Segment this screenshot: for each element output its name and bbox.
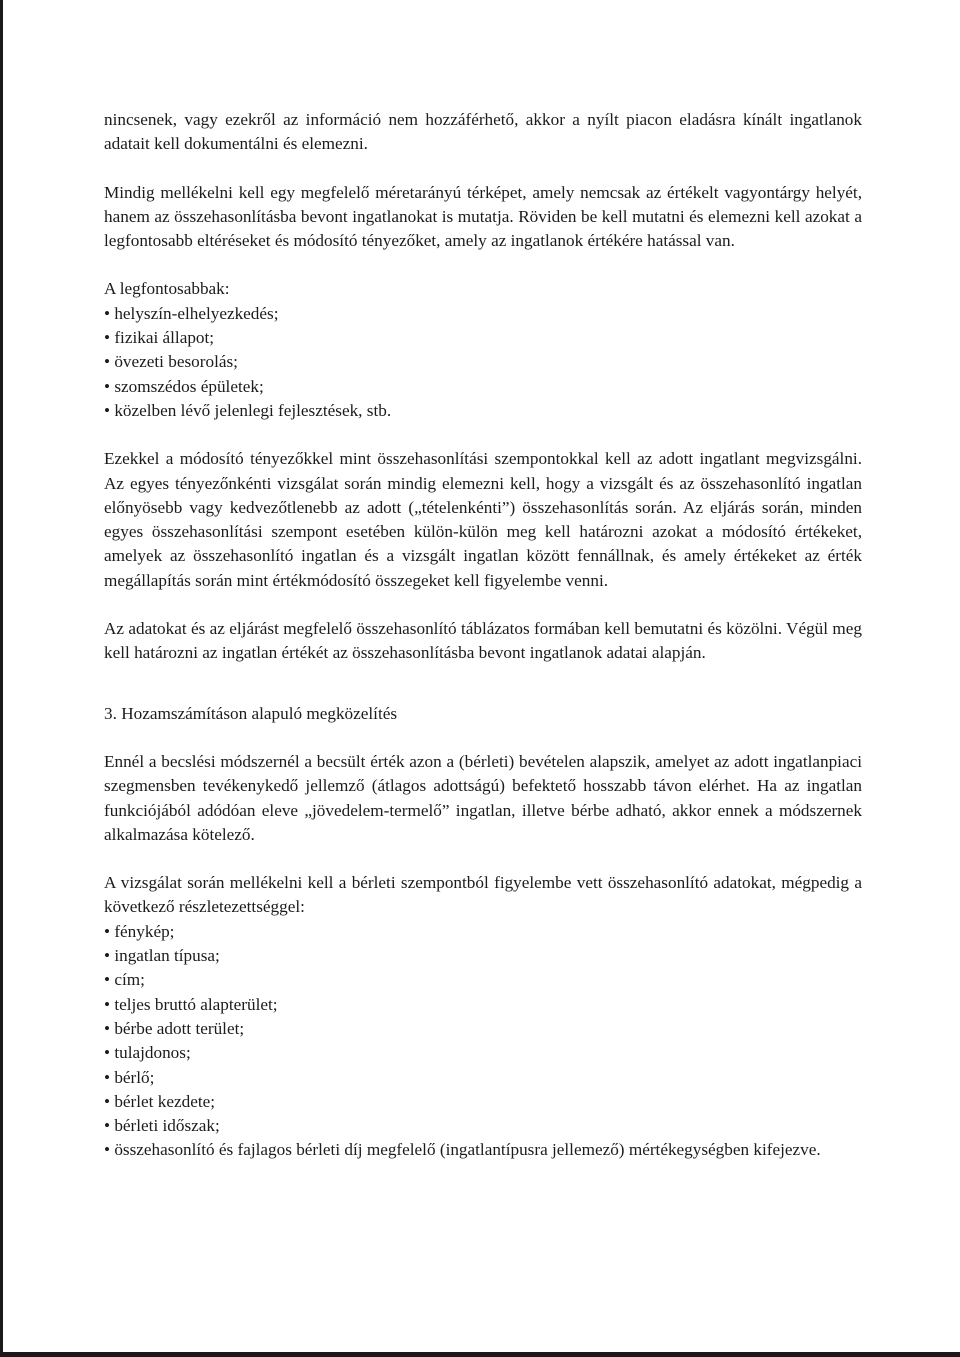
list-item: • összehasonlító és fajlagos bérleti díj megfelelő (ingatlantípusra jellemező) mértékegységben kifejezve. [104, 1138, 862, 1162]
paragraph-map-requirement: Mindig mellékelni kell egy megfelelő méretarányú térképet, amely nemcsak az értékelt vagyontárgy helyét, hanem az összehasonlításba bevont ingatlanokat is mutatja. Röviden be kell mutatni és elemezni kell azokat a legfontosabb eltéréseket és módosító tényezőket, amely az ingatlanok értékére hatással van. [104, 182, 862, 251]
paragraph-modifying-factors: Ezekkel a módosító tényezőkkel mint összehasonlítási szempontokkal kell az adott ingatlant megvizsgálni. Az egyes tényezőnkénti vizsgálat során mindig elemezni kell, hogy a vizsgált és az összehasonlító ingatlan előnyösebb vagy kedvezőtlenebb az adott („tételenkénti”) összehasonlítás során. Az eljárás során, minden egyes összehasonlítási szempont esetében külön-külön meg kell határozni azokat a módosító értékeket, amelyek az összehasonlító ingatlan és a vizsgált ingatlan között fennállnak, és amely értékeket az érték megállapítás során mint értékmódosító összegeket kell figyelembe venni. [104, 449, 862, 590]
list-item: • ingatlan típusa; [104, 944, 862, 968]
section-heading: 3. Hozamszámításon alapuló megközelítés [104, 703, 398, 723]
list-important-factors [104, 302, 862, 423]
list-item: • tulajdonos; [104, 1041, 862, 1065]
list-item: • helyszín-elhelyezkedés; [104, 302, 862, 326]
list-item: • fizikai állapot; [104, 326, 862, 350]
paragraph-comparison-table: Az adatokat és az eljárást megfelelő összehasonlító táblázatos formában kell bemutatni és közölni. Végül meg kell határozni az ingatlan értékét az összehasonlításba bevont ingatlanok adatai alapján. [104, 619, 862, 663]
list-item: • bérlet kezdete; [104, 1090, 862, 1114]
paragraph-continuation: nincsenek, vagy ezekről az információ nem hozzáférhető, akkor a nyílt piacon eladásra kínált ingatlanok adatait kell dokumentálni és elemezni. [104, 110, 862, 154]
list-item: • közelben lévő jelenlegi fejlesztések, stb. [104, 399, 862, 423]
list-item: • szomszédos épületek; [104, 375, 862, 399]
list-item: • teljes bruttó alapterület; [104, 993, 862, 1017]
list-rental-details [104, 920, 862, 1163]
scan-edge-left [0, 0, 3, 1357]
document-page [104, 108, 862, 1163]
list-item: • fénykép; [104, 920, 862, 944]
list-item: • bérleti időszak; [104, 1114, 862, 1138]
scan-edge-bottom [0, 1352, 960, 1357]
list-item: • cím; [104, 968, 862, 992]
list-item: • bérlő; [104, 1066, 862, 1090]
list-item: • övezeti besorolás; [104, 350, 862, 374]
paragraph-income-approach: Ennél a becslési módszernél a becsült érték azon a (bérleti) bevételen alapszik, amelyet az adott ingatlanpiaci szegmensben tevékenykedő jellemző (átlagos adottságú) befektető hosszabb távon elérhet. Ha az ingatlan funkciójából adódóan eleve „jövedelem-termelő” ingatlan, illetve bérbe adható, akkor ennek a módszernek alkalmazása kötelező. [104, 751, 862, 844]
list-intro-details: A vizsgálat során mellékelni kell a bérleti szempontból figyelembe vett összehasonlító adatokat, mégpedig a következő részletezettséggel: [104, 873, 862, 917]
list-item: • bérbe adott terület; [104, 1017, 862, 1041]
list-intro-important: A legfontosabbak: [104, 279, 230, 299]
